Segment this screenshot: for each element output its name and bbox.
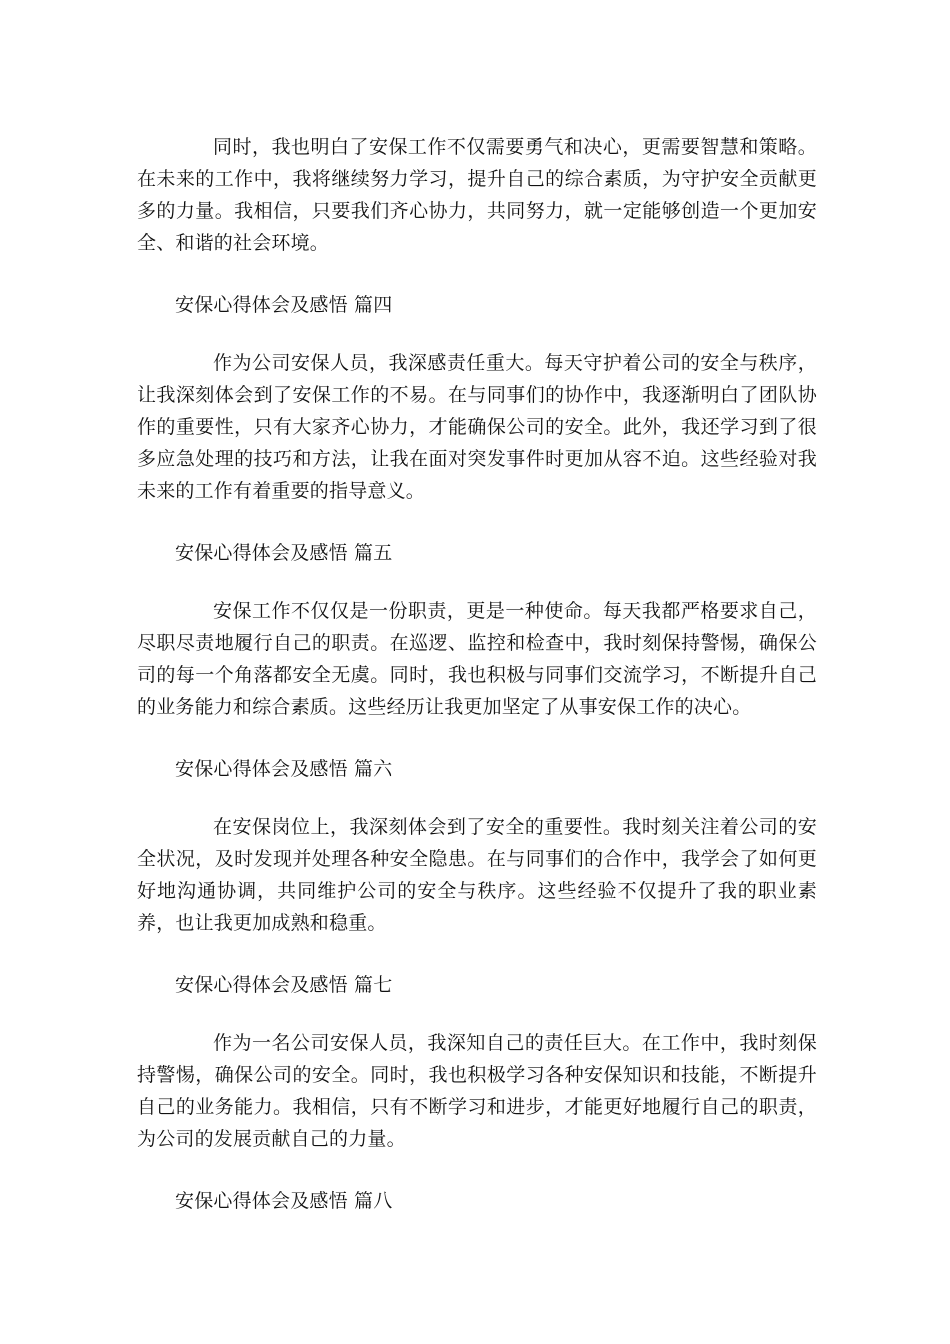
section-heading-8: 安保心得体会及感悟 篇八 (175, 1190, 393, 1212)
section-heading-5: 安保心得体会及感悟 篇五 (175, 542, 393, 564)
document-body (137, 131, 817, 1217)
section-heading-7: 安保心得体会及感悟 篇七 (175, 974, 393, 996)
paragraph-section-6: 在安保岗位上，我深刻体会到了安全的重要性。我时刻关注着公司的安全状况，及时发现并处理各种安全隐患。在与同事们的合作中，我学会了如何更好地沟通协调，共同维护公司的安全与秩序。这些经验不仅提升了我的职业素养，也让我更加成熟和稳重。 (137, 816, 817, 934)
section-heading-4: 安保心得体会及感悟 篇四 (175, 294, 393, 316)
paragraph-section-4: 作为公司安保人员，我深感责任重大。每天守护着公司的安全与秩序，让我深刻体会到了安保工作的不易。在与同事们的协作中，我逐渐明白了团队协作的重要性，只有大家齐心协力，才能确保公司的安全。此外，我还学习到了很多应急处理的技巧和方法，让我在面对突发事件时更加从容不迫。这些经验对我未来的工作有着重要的指导意义。 (137, 352, 817, 502)
section-heading-6: 安保心得体会及感悟 篇六 (175, 758, 393, 780)
paragraph-intro: 同时，我也明白了安保工作不仅需要勇气和决心，更需要智慧和策略。在未来的工作中，我将继续努力学习，提升自己的综合素质，为守护安全贡献更多的力量。我相信，只要我们齐心协力，共同努力，就一定能够创造一个更加安全、和谐的社会环境。 (137, 136, 817, 254)
paragraph-section-7: 作为一名公司安保人员，我深知自己的责任巨大。在工作中，我时刻保持警惕，确保公司的安全。同时，我也积极学习各种安保知识和技能，不断提升自己的业务能力。我相信，只有不断学习和进步，才能更好地履行自己的职责，为公司的发展贡献自己的力量。 (137, 1032, 817, 1150)
paragraph-section-5: 安保工作不仅仅是一份职责，更是一种使命。每天我都严格要求自己，尽职尽责地履行自己的职责。在巡逻、监控和检查中，我时刻保持警惕，确保公司的每一个角落都安全无虞。同时，我也积极与同事们交流学习，不断提升自己的业务能力和综合素质。这些经历让我更加坚定了从事安保工作的决心。 (137, 600, 817, 718)
